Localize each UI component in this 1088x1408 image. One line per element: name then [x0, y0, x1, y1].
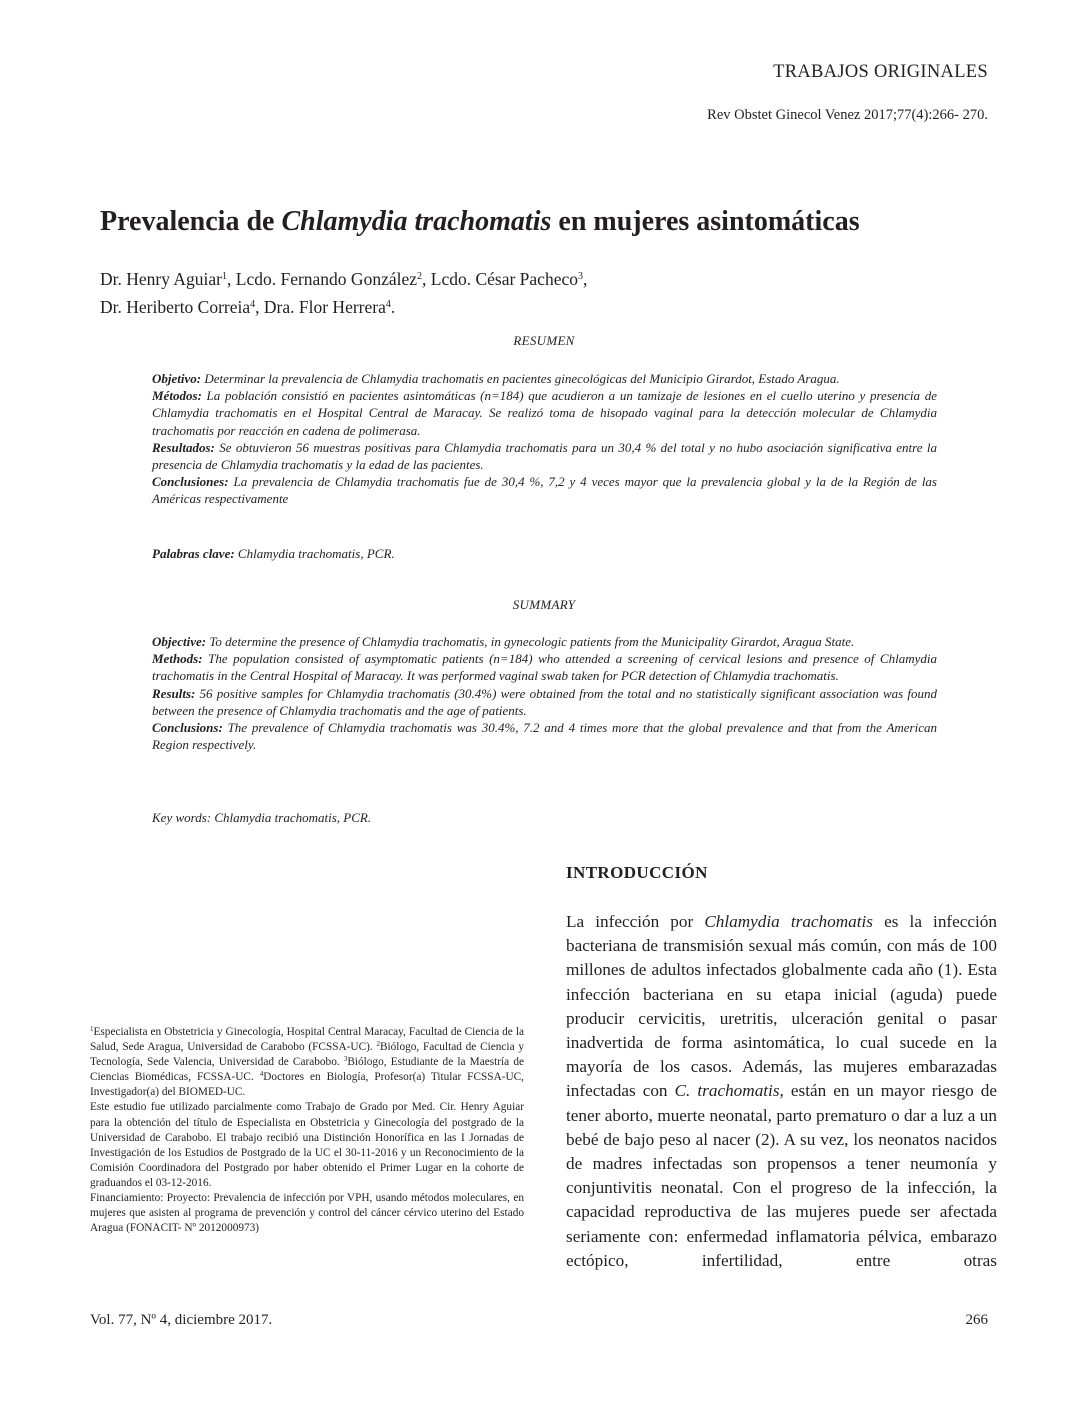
author-separator: ,	[582, 269, 588, 289]
author-name: Dr. Henry Aguiar	[100, 269, 222, 289]
author-affiliation-sup: 4	[385, 299, 391, 310]
summary-heading: SUMMARY	[512, 597, 576, 612]
affiliations-footnote	[90, 1025, 524, 1100]
intro-species-italic: Chlamydia trachomatis	[704, 912, 873, 931]
author-list	[100, 265, 990, 321]
title-part-1: Prevalencia de	[100, 206, 282, 237]
summary-results-text: 56 positive samples for Chlamydia trachomatis (30.4%) were obtained from the total and no statistically significant association was found between the presence of Chlamydia trachomatis and the age of patients.	[152, 685, 937, 718]
footer-volume: Vol. 77, Nº 4, diciembre 2017.	[90, 1312, 273, 1328]
summary-keywords: Key words: Chlamydia trachomatis, PCR.	[152, 810, 372, 825]
resumen-resultados	[152, 439, 937, 473]
footnotes	[90, 1025, 524, 1236]
resumen-metodos	[152, 387, 937, 439]
summary-objective-text: To determine the presence of Chlamydia trachomatis, in gynecologic patients from the Municipality Girardot, Aragua State.	[206, 634, 855, 649]
intro-text-start: La infección por	[566, 912, 705, 931]
title-italic-species: Chlamydia trachomatis	[281, 206, 552, 237]
resumen-resultados-text: Se obtuvieron 56 muestras positivas para Chlamydia trachomatis para un 30,4 % del total y no hubo asociación significativa entre la presencia de Chlamydia trachomatis y la edad de las pacientes.	[152, 439, 937, 473]
author-name: Dra. Flor Herrera	[263, 297, 386, 317]
affiliation-4: Doctores en Biología, Profesor(a) Titular FCSSA-UC, Investigador(a) del BIOMED-UC.	[90, 1071, 525, 1099]
summary-objective-label: Objective:	[152, 634, 207, 649]
summary-methods-text: The population consisted of asymptomatic patients (n=184) who attended a screening of cervical lesions and presence of Chlamydia trachomatis in the Central Hospital of Maracay. It was performed vaginal swab taken for PCR detection of Chlamydia trachomatis.	[152, 651, 937, 684]
author-name: Dr. Heriberto Correia	[100, 297, 251, 317]
study-footnote: Este estudio fue utilizado parcialmente como Trabajo de Grado por Med. Cir. Henry Aguiar para la obtención del título de Especialista en Obstetricia y Ginecología del postgrado de la Universidad de Carabobo. El trabajo recibió una Distinción Honorífica en las I Jornadas de Investigación de los Estudios de Postgrado de la UC el 30-11-2016 y un Reconocimiento de la Comisión Coordinadora del Postgrado por haber obtenido el Primer Lugar en la cohorte de graduandos el 03-12-2016.	[90, 1101, 524, 1189]
summary-conclusions-label: Conclusions:	[152, 720, 223, 736]
summary-methods-label: Methods:	[152, 651, 203, 667]
resumen-keywords-label: Palabras clave:	[152, 546, 235, 561]
author-separator: ,	[255, 297, 264, 317]
author-separator: ,	[422, 269, 431, 289]
affiliation-3: Biólogo, Estudiante de la Maestría de Ciencias Biomédicas, FCSSA-UC.	[90, 1056, 524, 1084]
footnote-sup: 3	[343, 1055, 348, 1064]
footnote-sup: 4	[259, 1070, 264, 1079]
funding-footnote: Financiamiento: Proyecto: Prevalencia de infección por VPH, usando métodos moleculares, en mujeres que asisten al programa de prevención y control del cáncer cérvico uterino del Estado Aragua (FONACIT- Nº 2012000973)	[90, 1192, 524, 1235]
intro-species-abbrev-italic: C. trachomatis	[674, 1081, 780, 1101]
author-name: Lcdo. César Pacheco	[430, 269, 578, 289]
resumen-objetivo-label: Objetivo:	[152, 371, 202, 386]
affiliation-1: Especialista en Obstetricia y Ginecología, Hospital Central Maracay, Facultad de Ciencia de la Salud, Sede Aragua, Universidad de Carabobo (FCSSA-UC).	[90, 1026, 524, 1054]
resumen-resultados-label: Resultados:	[152, 439, 215, 455]
author-affiliation-sup: 1	[222, 271, 227, 282]
summary-body	[152, 633, 937, 753]
resumen-heading: RESUMEN	[513, 333, 575, 348]
resumen-conclusiones-text: La prevalencia de Chlamydia trachomatis fue de 30,4 %, 7,2 y 4 veces mayor que la prevalencia global y la de la Región de las Américas respectivamente	[152, 474, 937, 507]
author-affiliation-sup: 2	[417, 271, 422, 282]
article-title	[100, 206, 990, 238]
author-separator: ,	[227, 269, 236, 289]
introduction-heading: INTRODUCCIÓN	[566, 863, 708, 882]
resumen-objetivo-text: Determinar la prevalencia de Chlamydia trachomatis en pacientes ginecológicas del Municipio Girardot, Estado Aragua.	[201, 371, 840, 386]
intro-text-end: , están en un mayor riesgo de tener aborto, muerte neonatal, parto prematuro o dar a luz a un bebé de bajo peso al nacer (2). A su vez, los neonatos nacidos de madres infectadas son propensos a tener neumonía y conjuntivitis neonatal. Con el progreso de la infección, la capacidad reproductiva de las mujeres puede ser afectada seriamente con: enfermedad inflamatoria pélvica, embarazo ectópico, infertilidad, entre otras	[566, 1081, 997, 1270]
journal-section-label: TRABAJOS ORIGINALES	[773, 62, 988, 82]
resumen-metodos-label: Métodos:	[152, 388, 202, 404]
summary-methods	[152, 650, 937, 684]
affiliation-2: Biólogo, Facultad de Ciencia y Tecnología, Sede Valencia, Universidad de Carabobo.	[90, 1041, 524, 1069]
author-affiliation-sup: 4	[250, 299, 256, 310]
page-number: 266	[965, 1312, 988, 1328]
summary-objective	[152, 633, 937, 650]
resumen-body	[152, 370, 937, 508]
summary-results-label: Results:	[152, 685, 196, 701]
resumen-conclusiones	[152, 473, 937, 507]
resumen-keywords-text: Chlamydia trachomatis, PCR.	[234, 546, 395, 561]
author-affiliation-sup: 3	[577, 271, 583, 282]
author-separator: .	[390, 297, 396, 317]
summary-results	[152, 685, 937, 719]
summary-conclusions-text: The prevalence of Chlamydia trachomatis was 30.4%, 7.2 and 4 times more that the global prevalence and that from the American Region respectively.	[152, 720, 937, 753]
summary-conclusions	[152, 719, 937, 753]
intro-text-middle: es la infección bacteriana de transmisión sexual más común, con más de 100 millones de adultos infectados globalmente cada año (1). Esta infección bacteriana en su etapa inicial (aguda) puede producir cervicitis, uretritis, ulceración genital o pasar inadvertida de forma asintomática, lo cual sucede en la mayoría de los casos. Además, las mujeres embarazadas infectadas con	[566, 912, 997, 1101]
resumen-objetivo	[152, 370, 937, 387]
resumen-metodos-text: La población consistió en pacientes asintomáticas (n=184) que acudieron a un tamizaje de lesiones en el cuello uterino y presencia de Chlamydia trachomatis en el Hospital Central de Maracay. Se realizó toma de hisopado vaginal para la detección molecular de Chlamydia trachomatis por reacción en cadena de polimerasa.	[152, 388, 937, 438]
title-part-2: en mujeres asintomáticas	[551, 206, 860, 237]
footnote-sup: 2	[376, 1040, 380, 1049]
author-name: Lcdo. Fernando González	[235, 269, 417, 289]
journal-citation: Rev Obstet Ginecol Venez 2017;77(4):266- 270.	[707, 107, 988, 123]
resumen-keywords	[152, 545, 937, 562]
footnote-sup: 1	[90, 1025, 94, 1033]
introduction-paragraph	[566, 910, 997, 1273]
resumen-conclusiones-label: Conclusiones:	[152, 474, 229, 490]
